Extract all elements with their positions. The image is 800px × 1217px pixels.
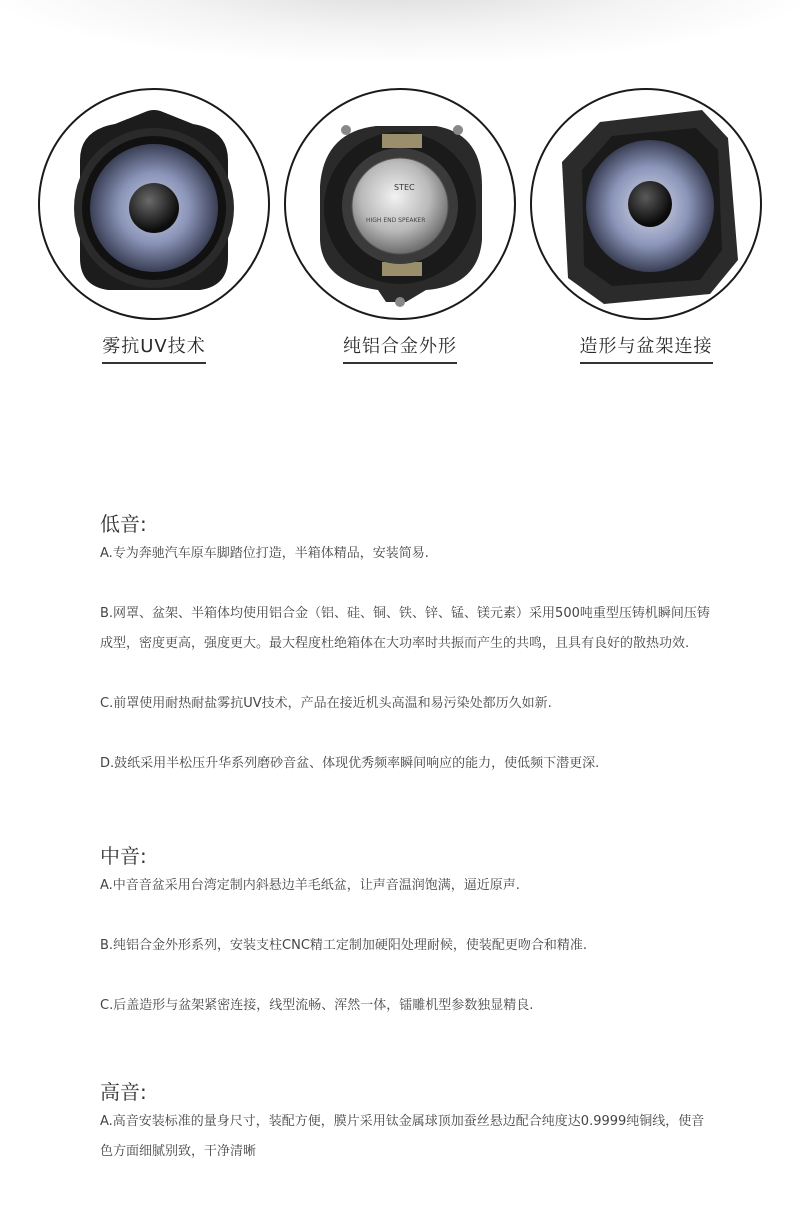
paragraph: C.后盖造形与盆架紧密连接，线型流畅、浑然一体，镭雕机型参数独显精良. <box>100 998 534 1013</box>
feature-label: 雾抗UV技术 <box>102 332 206 364</box>
section-heading: 中音: <box>100 844 147 868</box>
paragraph: A.专为奔驰汽车原车脚踏位打造，半箱体精品，安装简易. <box>100 546 429 561</box>
feature-image-circle <box>284 88 516 320</box>
paragraph: C.前罩使用耐热耐盐雾抗UV技术，产品在接近机头高温和易污染处都历久如新. <box>100 696 552 711</box>
speaker-back-magnet-icon <box>286 90 514 318</box>
speaker-brand-text: STEC <box>394 183 415 192</box>
top-shadow <box>0 0 800 60</box>
paragraph: D.鼓纸采用半松压升华系列磨砂音盆、体现优秀频率瞬间响应的能力，使低频下潜更深. <box>100 756 600 771</box>
paragraph: B.网罩、盆架、半箱体均使用铝合金（铝、硅、铜、铁、锌、锰、镁元素）采用500吨重型压铸机瞬间压铸成型，密度更高，强度更大。最大程度杜绝箱体在大功率时共振而产生的共鸣，且具有良好的散热功效. <box>100 606 710 651</box>
speaker-front-mesh-icon <box>40 90 268 318</box>
section-heading: 低音: <box>100 512 147 536</box>
section-bass <box>100 508 710 779</box>
feature-image-circle <box>530 88 762 320</box>
feature-uv <box>38 88 270 364</box>
feature-label: 造形与盆架连接 <box>580 332 713 364</box>
paragraph: B.纯铝合金外形系列，安装支柱CNC精工定制加硬阳处理耐候，使装配更吻合和精准. <box>100 938 588 953</box>
feature-aluminum <box>284 88 516 364</box>
feature-image-circle <box>38 88 270 320</box>
section-heading: 高音: <box>100 1080 147 1104</box>
section-treble <box>100 1076 710 1167</box>
feature-label: 纯铝合金外形 <box>343 332 457 364</box>
speaker-model-text: HIGH END SPEAKER <box>366 217 426 224</box>
speaker-angled-frame-icon <box>532 90 760 318</box>
paragraph: A.中音音盆采用台湾定制内斜悬边羊毛纸盆，让声音温润饱满，逼近原声. <box>100 878 520 893</box>
feature-frame <box>530 88 762 364</box>
paragraph: A.高音安装标准的量身尺寸，装配方便，膜片采用钛金属球顶加蚕丝悬边配合纯度达0.9999纯铜线，使音色方面细腻别致，干净清晰 <box>100 1114 705 1159</box>
section-mid <box>100 840 710 1021</box>
